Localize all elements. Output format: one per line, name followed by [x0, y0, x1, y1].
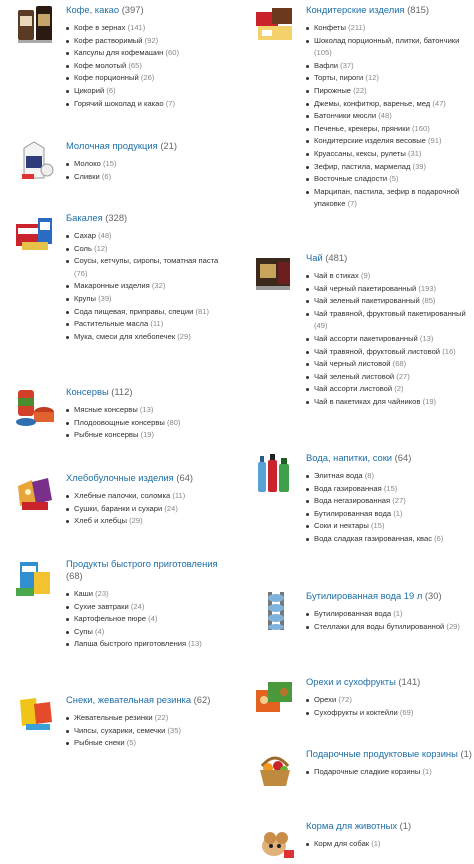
confectionery-icon [254, 4, 296, 46]
subcategory-item[interactable]: Крупы (39) [66, 293, 232, 306]
subcategory-item[interactable]: Макаронные изделия (32) [66, 280, 232, 293]
pet-food-icon [254, 820, 296, 862]
category-title[interactable]: Снеки, жевательная резинка (62) [66, 694, 211, 705]
subcategory-item[interactable]: Чай травяной, фруктовый пакетированный (49) [306, 308, 472, 333]
subcategory-item[interactable]: Чай травяной, фруктовый листовой (16) [306, 346, 472, 359]
subcategory-item[interactable]: Вода сладкая газированная, квас (6) [306, 533, 472, 546]
subcategory-item[interactable]: Кофе в зернах (141) [66, 22, 232, 35]
subcategory-item[interactable]: Торты, пироги (12) [306, 72, 472, 85]
category-title[interactable]: Орехи и сухофрукты (141) [306, 676, 421, 687]
nuts-box-icon [254, 676, 296, 718]
subcategory-item[interactable]: Бутилированная вода (1) [306, 508, 472, 521]
subcategory-item[interactable]: Марципан, пастила, зефир в подарочной упаковке (7) [306, 186, 472, 211]
category-title[interactable]: Вода, напитки, соки (64) [306, 452, 412, 463]
bottles-icon [254, 452, 296, 494]
subcategory-item[interactable]: Сухие завтраки (24) [66, 601, 232, 614]
subcategory-item[interactable]: Чай зеленый листовой (27) [306, 371, 472, 384]
subcategory-item[interactable]: Чай ассорти пакетированный (13) [306, 333, 472, 346]
subcategory-item[interactable]: Восточные сладости (5) [306, 173, 472, 186]
bakery-snacks-icon [14, 472, 56, 514]
subcategory-item[interactable]: Кондитерские изделия весовые (91) [306, 135, 472, 148]
subcategory-item[interactable]: Рыбные снеки (5) [66, 737, 232, 750]
subcategory-item[interactable]: Зефир, пастила, мармелад (39) [306, 161, 472, 174]
subcategory-item[interactable]: Джемы, конфитюр, варенье, мед (47) [306, 98, 472, 111]
subcategory-item[interactable]: Каши (23) [66, 588, 232, 601]
subcategory-item[interactable]: Соки и нектары (15) [306, 520, 472, 533]
subcategory-item[interactable]: Соль (12) [66, 243, 232, 256]
subcategory-item[interactable]: Кофе молотый (65) [66, 60, 232, 73]
subcategory-item[interactable]: Вода газированная (15) [306, 483, 472, 496]
subcategory-item[interactable]: Мясные консервы (13) [66, 404, 232, 417]
subcategory-item[interactable]: Рыбные консервы (19) [66, 429, 232, 442]
category-title[interactable]: Чай (481) [306, 252, 348, 263]
subcategory-item[interactable]: Растительные масла (11) [66, 318, 232, 331]
subcategory-item[interactable]: Конфеты (211) [306, 22, 472, 35]
subcategory-item[interactable]: Сахар (48) [66, 230, 232, 243]
canned-food-icon [14, 386, 56, 428]
subcategory-item[interactable]: Подарочные сладкие корзины (1) [306, 766, 472, 779]
subcategory-item[interactable]: Чай черный пакетированный (193) [306, 283, 472, 296]
coffee-jar-icon [14, 4, 56, 46]
water-cooler-icon [254, 590, 296, 632]
subcategory-item[interactable]: Супы (4) [66, 626, 232, 639]
subcategory-item[interactable]: Чай в стиках (9) [306, 270, 472, 283]
subcategory-item[interactable]: Печенье, крекеры, пряники (160) [306, 123, 472, 136]
subcategory-item[interactable]: Корм для собак (1) [306, 838, 472, 851]
subcategory-item[interactable]: Капсулы для кофемашин (60) [66, 47, 232, 60]
milk-carton-icon [14, 140, 56, 182]
category-title[interactable]: Подарочные продуктовые корзины (1) [306, 748, 472, 759]
subcategory-item[interactable]: Цикорий (6) [66, 85, 232, 98]
category-title[interactable]: Бакалея (328) [66, 212, 128, 223]
category-title[interactable]: Молочная продукция (21) [66, 140, 177, 151]
subcategory-item[interactable]: Жевательные резинки (22) [66, 712, 232, 725]
subcategory-item[interactable]: Вафли (37) [306, 60, 472, 73]
subcategory-item[interactable]: Чай зеленый пакетированный (85) [306, 295, 472, 308]
category-title[interactable]: Кофе, какао (397) [66, 4, 144, 15]
subcategory-item[interactable]: Горячий шоколад и какао (7) [66, 98, 232, 111]
subcategory-item[interactable]: Кофе растворимый (92) [66, 35, 232, 48]
category-title[interactable]: Консервы (112) [66, 386, 133, 397]
subcategory-item[interactable]: Сухофрукты и коктейли (69) [306, 707, 472, 720]
subcategory-item[interactable]: Пирожные (22) [306, 85, 472, 98]
subcategory-item[interactable]: Батончики мюсли (48) [306, 110, 472, 123]
category-title[interactable]: Корма для животных (1) [306, 820, 412, 831]
subcategory-item[interactable]: Хлеб и хлебцы (29) [66, 515, 232, 528]
subcategory-item[interactable]: Стеллажи для воды бутилированной (29) [306, 621, 472, 634]
subcategory-item[interactable]: Элитная вода (8) [306, 470, 472, 483]
subcategory-item[interactable]: Чай в пакетиках для чайников (19) [306, 396, 472, 409]
subcategory-item[interactable]: Сливки (6) [66, 171, 232, 184]
category-title[interactable]: Кондитерские изделия (815) [306, 4, 430, 15]
subcategory-item[interactable]: Вода негазированная (27) [306, 495, 472, 508]
subcategory-item[interactable]: Чай черный листовой (68) [306, 358, 472, 371]
subcategory-item[interactable]: Бутилированная вода (1) [306, 608, 472, 621]
subcategory-item[interactable]: Сушки, баранки и сухари (24) [66, 503, 232, 516]
subcategory-item[interactable]: Плодоовощные консервы (80) [66, 417, 232, 430]
sugar-box-icon [14, 212, 56, 254]
subcategory-item[interactable]: Лапша быстрого приготовления (13) [66, 638, 232, 651]
category-title[interactable]: Хлебобулочные изделия (64) [66, 472, 194, 483]
subcategory-item[interactable]: Чипсы, сухарики, семечки (35) [66, 725, 232, 738]
snacks-icon [14, 694, 56, 736]
subcategory-item[interactable]: Чай ассорти листовой (2) [306, 383, 472, 396]
subcategory-item[interactable]: Орехи (72) [306, 694, 472, 707]
subcategory-item[interactable]: Соусы, кетчупы, сиропы, томатная паста (76) [66, 255, 232, 280]
tea-box-icon [254, 252, 296, 294]
subcategory-item[interactable]: Картофельное пюре (4) [66, 613, 232, 626]
subcategory-item[interactable]: Кофе порционный (26) [66, 72, 232, 85]
subcategory-item[interactable]: Молоко (15) [66, 158, 232, 171]
subcategory-item[interactable]: Мука, смеси для хлебопечек (29) [66, 331, 232, 344]
category-title[interactable]: Бутилированная вода 19 л (30) [306, 590, 442, 601]
category-title[interactable]: Продукты быстрого приготовления (68) [66, 558, 218, 581]
subcategory-item[interactable]: Круассаны, кексы, рулеты (31) [306, 148, 472, 161]
gift-basket-icon [254, 748, 296, 790]
subcategory-item[interactable]: Шоколад порционный, плитки, батончики (105) [306, 35, 472, 60]
instant-food-icon [14, 558, 56, 600]
subcategory-item[interactable]: Хлебные палочки, соломка (11) [66, 490, 232, 503]
subcategory-item[interactable]: Сода пищевая, приправы, специи (81) [66, 306, 232, 319]
